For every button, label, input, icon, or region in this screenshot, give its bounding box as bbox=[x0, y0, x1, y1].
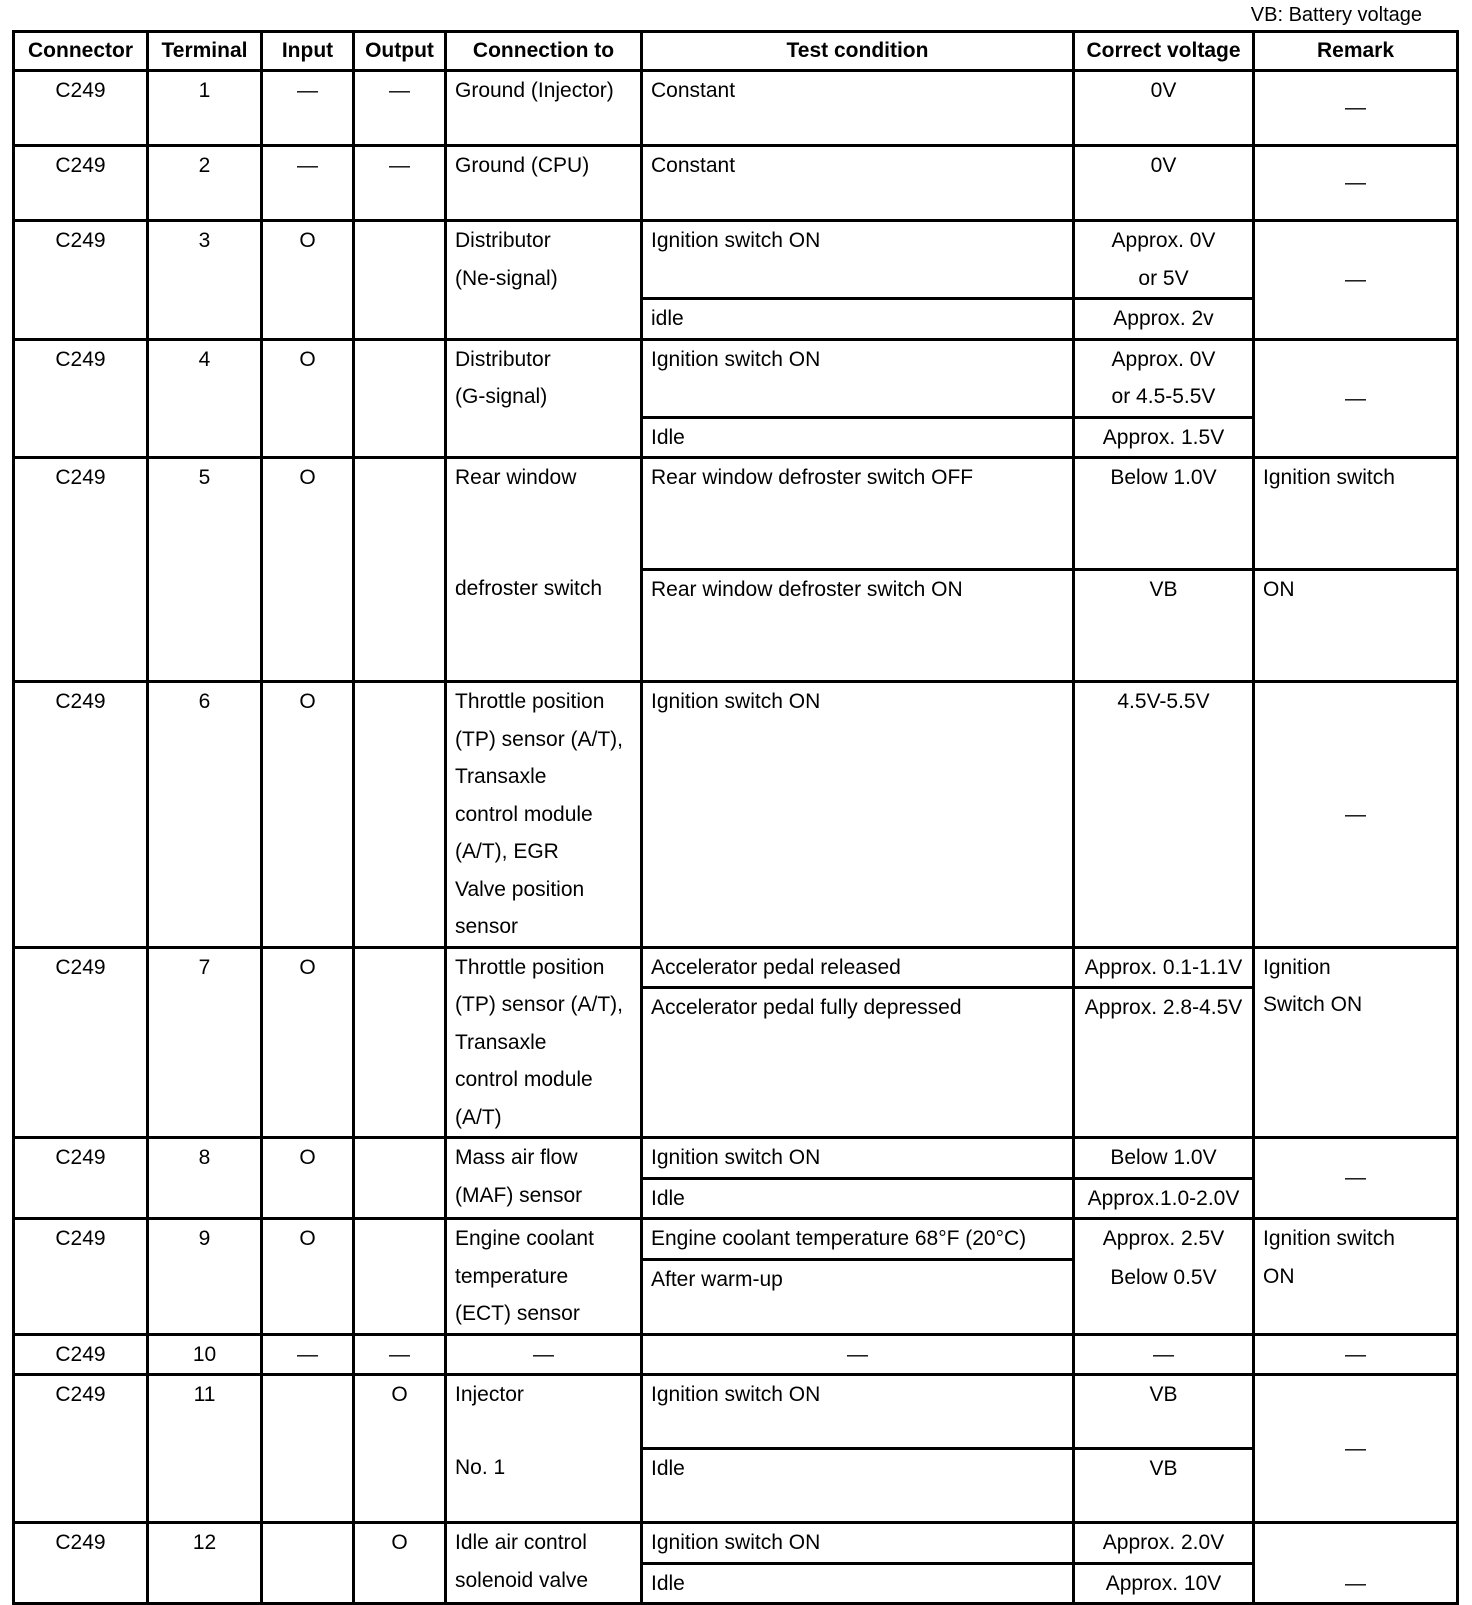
test-condition-cell: idle bbox=[642, 299, 1074, 340]
table-row bbox=[14, 146, 1458, 221]
voltage-cell: Approx. 2v bbox=[1074, 299, 1254, 340]
voltage-cell: Approx. 2.0V bbox=[1074, 1523, 1254, 1564]
test-condition-cell: Idle bbox=[642, 1178, 1074, 1219]
connection-cell: Mass air flow (MAF) sensor bbox=[446, 1138, 642, 1219]
remark-cell: — bbox=[1254, 682, 1458, 948]
output-cell bbox=[354, 947, 446, 1138]
input-cell: O bbox=[262, 682, 354, 948]
connector-cell: C249 bbox=[14, 458, 148, 682]
header-connection-to: Connection to bbox=[446, 32, 642, 71]
connection-cell: No. 1 bbox=[446, 1449, 642, 1523]
connector-cell: C249 bbox=[14, 146, 148, 221]
table-row bbox=[14, 1375, 1458, 1449]
voltage-cell: Approx. 0V or 4.5-5.5V bbox=[1074, 339, 1254, 417]
output-cell: O bbox=[354, 1375, 446, 1523]
connector-cell: C249 bbox=[14, 1523, 148, 1604]
terminal-cell: 11 bbox=[148, 1375, 262, 1523]
table-row bbox=[14, 458, 1458, 570]
header-remark: Remark bbox=[1254, 32, 1458, 71]
test-condition-cell: Idle bbox=[642, 1449, 1074, 1523]
test-condition-cell: Constant bbox=[642, 71, 1074, 146]
voltage-cell: Below 0.5V bbox=[1074, 1259, 1254, 1334]
remark-cell: Ignition Switch ON bbox=[1254, 947, 1458, 1138]
connector-cell: C249 bbox=[14, 1219, 148, 1335]
voltage-cell: 4.5V-5.5V bbox=[1074, 682, 1254, 948]
header-test-condition: Test condition bbox=[642, 32, 1074, 71]
test-condition-cell: Ignition switch ON bbox=[642, 221, 1074, 299]
test-condition-cell: Ignition switch ON bbox=[642, 1375, 1074, 1449]
voltage-cell: Approx. 0V or 5V bbox=[1074, 221, 1254, 299]
output-cell: — bbox=[354, 1334, 446, 1375]
remark-cell: Ignition switch ON bbox=[1254, 1219, 1458, 1335]
remark-cell: — bbox=[1254, 1138, 1458, 1219]
test-condition-cell: — bbox=[642, 1334, 1074, 1375]
output-cell: O bbox=[354, 1523, 446, 1604]
terminal-cell: 10 bbox=[148, 1334, 262, 1375]
connection-cell: defroster switch bbox=[446, 570, 642, 682]
output-cell: — bbox=[354, 146, 446, 221]
output-cell bbox=[354, 221, 446, 340]
test-condition-cell: Rear window defroster switch ON bbox=[642, 570, 1074, 682]
voltage-cell: Below 1.0V bbox=[1074, 458, 1254, 570]
test-condition-cell: Ignition switch ON bbox=[642, 1523, 1074, 1564]
voltage-cell: VB bbox=[1074, 1375, 1254, 1449]
table-row bbox=[14, 1138, 1458, 1179]
connection-cell: Injector bbox=[446, 1375, 642, 1449]
input-cell bbox=[262, 1523, 354, 1604]
voltage-cell: Approx. 10V bbox=[1074, 1563, 1254, 1604]
connection-cell: — bbox=[446, 1334, 642, 1375]
voltage-cell: Approx. 2.5V bbox=[1074, 1219, 1254, 1260]
table-row bbox=[14, 1523, 1458, 1564]
connection-cell: Rear window bbox=[446, 458, 642, 570]
header-input: Input bbox=[262, 32, 354, 71]
remark-cell: — bbox=[1254, 71, 1458, 146]
battery-voltage-note: VB: Battery voltage bbox=[1250, 4, 1422, 26]
voltage-cell: Approx. 0.1-1.1V bbox=[1074, 947, 1254, 988]
connection-cell: Distributor (Ne-signal) bbox=[446, 221, 642, 340]
test-condition-cell: Accelerator pedal fully depressed bbox=[642, 988, 1074, 1138]
input-cell bbox=[262, 1375, 354, 1523]
output-cell bbox=[354, 682, 446, 948]
voltage-cell: — bbox=[1074, 1334, 1254, 1375]
test-condition-cell: Engine coolant temperature 68°F (20°C) bbox=[642, 1219, 1074, 1260]
table-row bbox=[14, 71, 1458, 146]
connection-cell: Idle air control solenoid valve bbox=[446, 1523, 642, 1604]
table-row bbox=[14, 221, 1458, 299]
terminal-cell: 12 bbox=[148, 1523, 262, 1604]
output-cell bbox=[354, 1138, 446, 1219]
voltage-cell: Approx. 1.5V bbox=[1074, 417, 1254, 458]
voltage-cell: 0V bbox=[1074, 71, 1254, 146]
table-row bbox=[14, 947, 1458, 988]
connector-cell: C249 bbox=[14, 682, 148, 948]
header-correct-voltage: Correct voltage bbox=[1074, 32, 1254, 71]
test-condition-cell: Ignition switch ON bbox=[642, 682, 1074, 948]
remark-cell: — bbox=[1254, 339, 1458, 458]
connection-cell: Distributor (G-signal) bbox=[446, 339, 642, 458]
input-cell: — bbox=[262, 146, 354, 221]
connection-cell: Engine coolant temperature (ECT) sensor bbox=[446, 1219, 642, 1335]
terminal-cell: 8 bbox=[148, 1138, 262, 1219]
table-row bbox=[14, 1334, 1458, 1375]
connector-cell: C249 bbox=[14, 71, 148, 146]
connection-cell: Ground (CPU) bbox=[446, 146, 642, 221]
input-cell: O bbox=[262, 339, 354, 458]
input-cell: — bbox=[262, 1334, 354, 1375]
voltage-cell: VB bbox=[1074, 570, 1254, 682]
connector-cell: C249 bbox=[14, 221, 148, 340]
terminal-cell: 1 bbox=[148, 71, 262, 146]
terminal-voltage-table bbox=[12, 30, 1459, 1605]
remark-cell: — bbox=[1254, 1375, 1458, 1523]
output-cell: — bbox=[354, 71, 446, 146]
table-row bbox=[14, 1219, 1458, 1260]
output-cell bbox=[354, 339, 446, 458]
input-cell: O bbox=[262, 1138, 354, 1219]
terminal-cell: 5 bbox=[148, 458, 262, 682]
input-cell: O bbox=[262, 221, 354, 340]
voltage-cell: 0V bbox=[1074, 146, 1254, 221]
voltage-cell: Approx.1.0-2.0V bbox=[1074, 1178, 1254, 1219]
test-condition-cell: Idle bbox=[642, 417, 1074, 458]
connector-cell: C249 bbox=[14, 947, 148, 1138]
terminal-cell: 9 bbox=[148, 1219, 262, 1335]
test-condition-cell: Constant bbox=[642, 146, 1074, 221]
test-condition-cell: Rear window defroster switch OFF bbox=[642, 458, 1074, 570]
input-cell: — bbox=[262, 71, 354, 146]
terminal-cell: 7 bbox=[148, 947, 262, 1138]
test-condition-cell: Ignition switch ON bbox=[642, 339, 1074, 417]
connection-cell: Throttle position (TP) sensor (A/T), Transaxle control module (A/T), EGR Valve position sensor bbox=[446, 682, 642, 948]
input-cell: O bbox=[262, 458, 354, 682]
header-connector: Connector bbox=[14, 32, 148, 71]
header-output: Output bbox=[354, 32, 446, 71]
remark-cell: Ignition switch bbox=[1254, 458, 1458, 570]
test-condition-cell: Accelerator pedal released bbox=[642, 947, 1074, 988]
test-condition-cell: Idle bbox=[642, 1563, 1074, 1604]
remark-cell: — bbox=[1254, 221, 1458, 340]
remark-cell: — bbox=[1254, 1334, 1458, 1375]
test-condition-cell: Ignition switch ON bbox=[642, 1138, 1074, 1179]
voltage-cell: VB bbox=[1074, 1449, 1254, 1523]
input-cell: O bbox=[262, 1219, 354, 1335]
table-row bbox=[14, 682, 1458, 948]
terminal-cell: 2 bbox=[148, 146, 262, 221]
terminal-cell: 6 bbox=[148, 682, 262, 948]
terminal-cell: 4 bbox=[148, 339, 262, 458]
connector-cell: C249 bbox=[14, 1334, 148, 1375]
remark-cell: ON bbox=[1254, 570, 1458, 682]
connector-cell: C249 bbox=[14, 1138, 148, 1219]
voltage-cell: Approx. 2.8-4.5V bbox=[1074, 988, 1254, 1138]
voltage-cell: Below 1.0V bbox=[1074, 1138, 1254, 1179]
connection-cell: Throttle position (TP) sensor (A/T), Transaxle control module (A/T) bbox=[446, 947, 642, 1138]
header-terminal: Terminal bbox=[148, 32, 262, 71]
remark-cell: — bbox=[1254, 1523, 1458, 1604]
connector-cell: C249 bbox=[14, 339, 148, 458]
remark-cell: — bbox=[1254, 146, 1458, 221]
table-row bbox=[14, 339, 1458, 417]
connection-cell: Ground (Injector) bbox=[446, 71, 642, 146]
connector-cell: C249 bbox=[14, 1375, 148, 1523]
input-cell: O bbox=[262, 947, 354, 1138]
output-cell bbox=[354, 1219, 446, 1335]
output-cell bbox=[354, 458, 446, 682]
test-condition-cell: After warm-up bbox=[642, 1259, 1074, 1334]
terminal-cell: 3 bbox=[148, 221, 262, 340]
header-row bbox=[14, 32, 1458, 71]
